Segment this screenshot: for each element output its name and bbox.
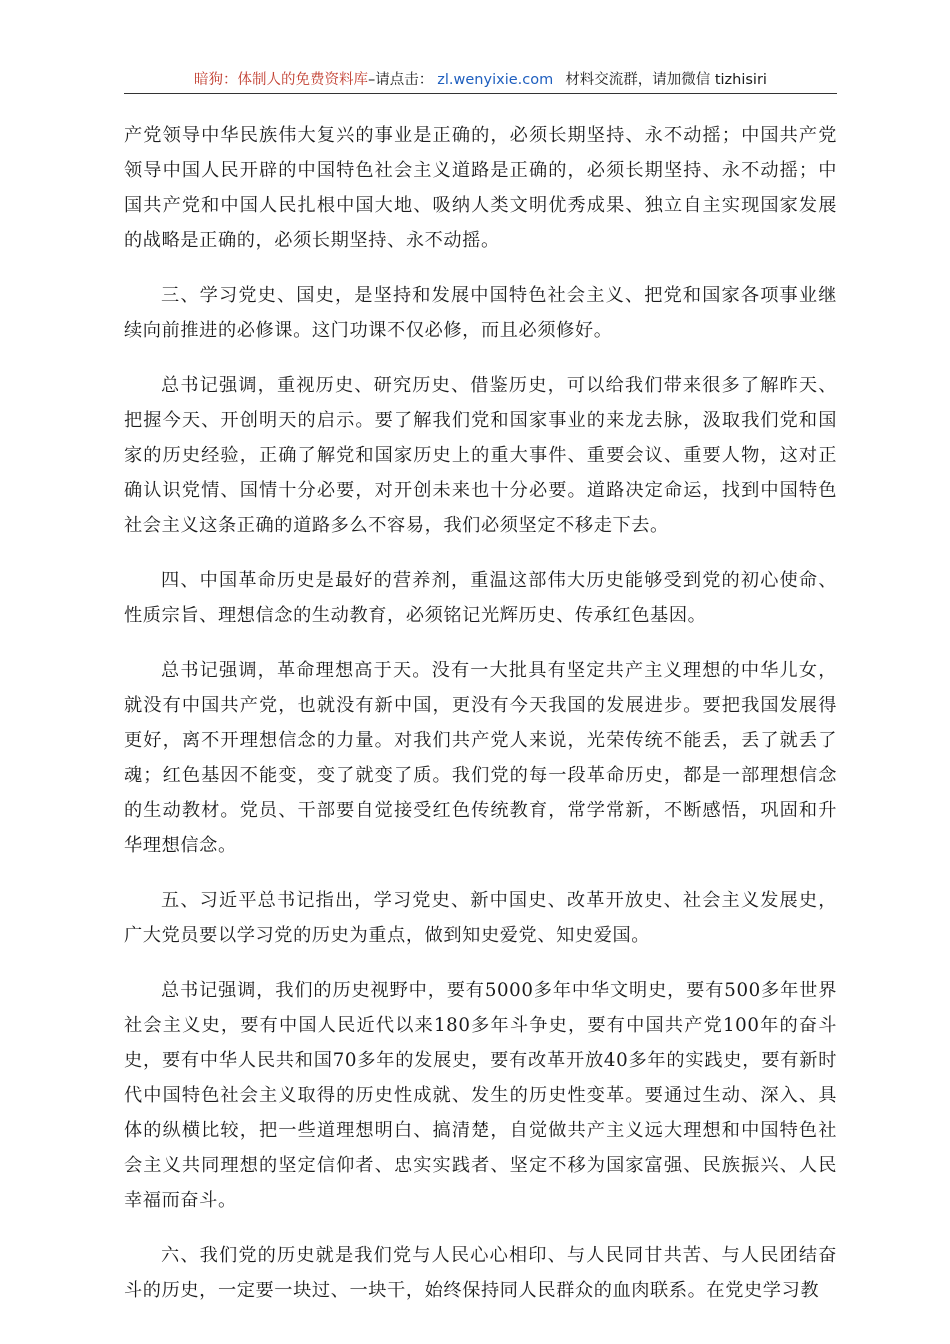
paragraph-section-3: 三、学习党史、国史，是坚持和发展中国特色社会主义、把党和国家各项事业继续向前推进的必修课。这门功课不仅必修，而且必须修好。: [124, 285, 837, 341]
page-header: [124, 70, 837, 92]
header-prompt: –请点击：: [368, 72, 434, 88]
header-divider: [124, 93, 837, 94]
paragraph-section-4-detail: 总书记强调，革命理想高于天。没有一大批具有坚定共产主义理想的中华儿女，就没有中国共产党，也就没有新中国，更没有今天我国的发展进步。要把我国发展得更好，离不开理想信念的力量。对我们共产党人来说，光荣传统不能丢，丢了就丢了魂；红色基因不能变，变了就变了质。我们党的每一段革命历史，都是一部理想信念的生动教材。党员、干部要自觉接受红色传统教育，常学常新，不断感悟，巩固和升华理想信念。: [124, 660, 837, 856]
header-link[interactable]: zl.wenyixie.com: [437, 72, 554, 88]
paragraph-section-5: 五、习近平总书记指出，学习党史、新中国史、改革开放史、社会主义发展史，广大党员要以学习党的历史为重点，做到知史爱党、知史爱国。: [124, 890, 837, 946]
header-brand: 暗狗：体制人的免费资料库: [194, 72, 369, 88]
paragraph-section-4: 四、中国革命历史是最好的营养剂，重温这部伟大历史能够受到党的初心使命、性质宗旨、理想信念的生动教育，必须铭记光辉历史、传承红色基因。: [124, 570, 837, 626]
paragraph-continuation: 产党领导中华民族伟大复兴的事业是正确的，必须长期坚持、永不动摇；中国共产党领导中国人民开辟的中国特色社会主义道路是正确的，必须长期坚持、永不动摇；中国共产党和中国人民扎根中国大地、吸纳人类文明优秀成果、独立自主实现国家发展的战略是正确的，必须长期坚持、永不动摇。: [124, 125, 837, 251]
document-body: [124, 118, 837, 1328]
paragraph-section-5-detail: 总书记强调，我们的历史视野中，要有5000多年中华文明史，要有500多年世界社会主义史，要有中国人民近代以来180多年斗争史，要有中国共产党100年的奋斗史，要有中华人民共和国70多年的发展史，要有改革开放40多年的实践史，要有新时代中国特色社会主义取得的历史性成就、发生的历史性变革。要通过生动、深入、具体的纵横比较，把一些道理想明白、搞清楚，自觉做共产主义远大理想和中国特色社会主义共同理想的坚定信仰者、忠实实践者、坚定不移为国家富强、民族振兴、人民幸福而奋斗。: [124, 980, 837, 1211]
paragraph-section-6: 六、我们党的历史就是我们党与人民心心相印、与人民同甘共苦、与人民团结奋斗的历史，一定要一块过、一块干，始终保持同人民群众的血肉联系。在党史学习教: [124, 1245, 837, 1301]
header-contact: 材料交流群，请加微信 tizhisiri: [565, 72, 767, 88]
paragraph-section-3-detail: 总书记强调，重视历史、研究历史、借鉴历史，可以给我们带来很多了解昨天、把握今天、开创明天的启示。要了解我们党和国家事业的来龙去脉，汲取我们党和国家的历史经验，正确了解党和国家历史上的重大事件、重要会议、重要人物，这对正确认识党情、国情十分必要，对开创未来也十分必要。道路决定命运，找到中国特色社会主义这条正确的道路多么不容易，我们必须坚定不移走下去。: [124, 375, 837, 536]
